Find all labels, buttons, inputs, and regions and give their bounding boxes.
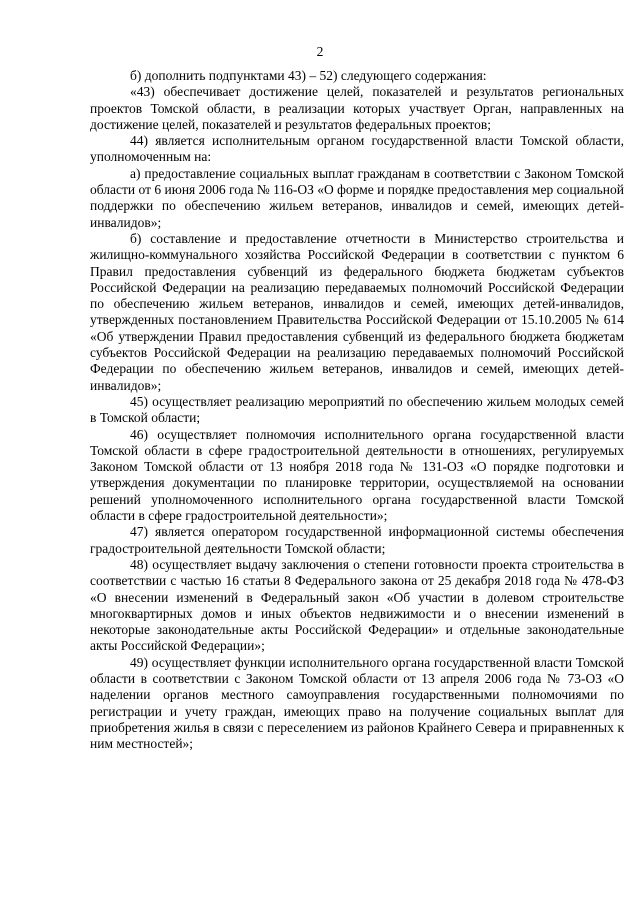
paragraph-item-45: 45) осуществляет реализацию мероприятий по обеспечению жильем молодых семей в Томской области; (90, 393, 624, 426)
paragraph-item-43: «43) обеспечивает достижение целей, показателей и результатов региональных проектов Томской области, в реализации которых участвует Орган, направленных на достижение целей, показателей и результатов федеральных проектов; (90, 84, 624, 132)
paragraph-item-44-a: а) предоставление социальных выплат гражданам в соответствии с Законом Томской области от 6 июня 2006 года № 116-ОЗ «О форме и порядке предоставления мер социальной поддержки по обеспечению жильем ветеранов, инвалидов и семей, имеющих детей-инвалидов»; (90, 165, 624, 230)
page-number: 2 (316, 44, 324, 59)
paragraph-item-44-b: б) составление и предоставление отчетности в Министерство строительства и жилищно-коммунального хозяйства Российской Федерации в соответствии с пунктом 6 Правил предоставления субвенций из федерального бюджета бюджетам субъектов Российской Федерации на реализацию передаваемых полномочий Российской Федерации по обеспечению жильем ветеранов, инвалидов и семей, имеющих детей-инвалидов, утвержденных постановлением Правительства Российской Федерации от 15.10.2005 № 614 «Об утверждении Правил предоставления субвенций из федерального бюджета бюджетам субъектов Российской Федерации на реализацию передаваемых полномочий Российской Федерации по обеспечению жильем ветеранов, инвалидов и семей, имеющих детей-инвалидов»; (90, 230, 624, 393)
document-body (90, 68, 624, 752)
paragraph-item-48: 48) осуществляет выдачу заключения о степени готовности проекта строительства в соответствии с частью 16 статьи 8 Федерального закона от 25 декабря 2018 года № 478-ФЗ «О внесении изменений в Федеральный закон «Об участии в долевом строительстве многоквартирных домов и иных объектов недвижимости и о внесении изменений в некоторые законодательные акты Российской Федерации» и отдельные законодательные акты Российской Федерации»; (90, 556, 624, 654)
paragraph-item-49: 49) осуществляет функции исполнительного органа государственной власти Томской области в соответствии с Законом Томской области от 13 апреля 2006 года № 73-ОЗ «О наделении органов местного самоуправления государственными полномочиями по регистрации и учету граждан, имеющих право на получение социальных выплат для приобретения жилья в связи с переселением из районов Крайнего Севера и приравненных к ним местностей»; (90, 654, 624, 752)
paragraph-item-46: 46) осуществляет полномочия исполнительного органа государственной власти Томской области в сфере градостроительной деятельности в отношениях, регулируемых Законом Томской области от 13 ноября 2018 года № 131-ОЗ «О порядке подготовки и утверждения документации по планировке территории, осуществляемой на основании решений уполномоченного исполнительного органа государственной власти Томской области в сфере градостроительной деятельности»; (90, 426, 624, 524)
paragraph-item-44: 44) является исполнительным органом государственной власти Томской области, уполномоченным на: (90, 133, 624, 165)
paragraph-item-47: 47) является оператором государственной информационной системы обеспечения градостроительной деятельности Томской области; (90, 524, 624, 556)
paragraph-amendment-intro: б) дополнить подпунктами 43) – 52) следующего содержания: (130, 68, 487, 83)
